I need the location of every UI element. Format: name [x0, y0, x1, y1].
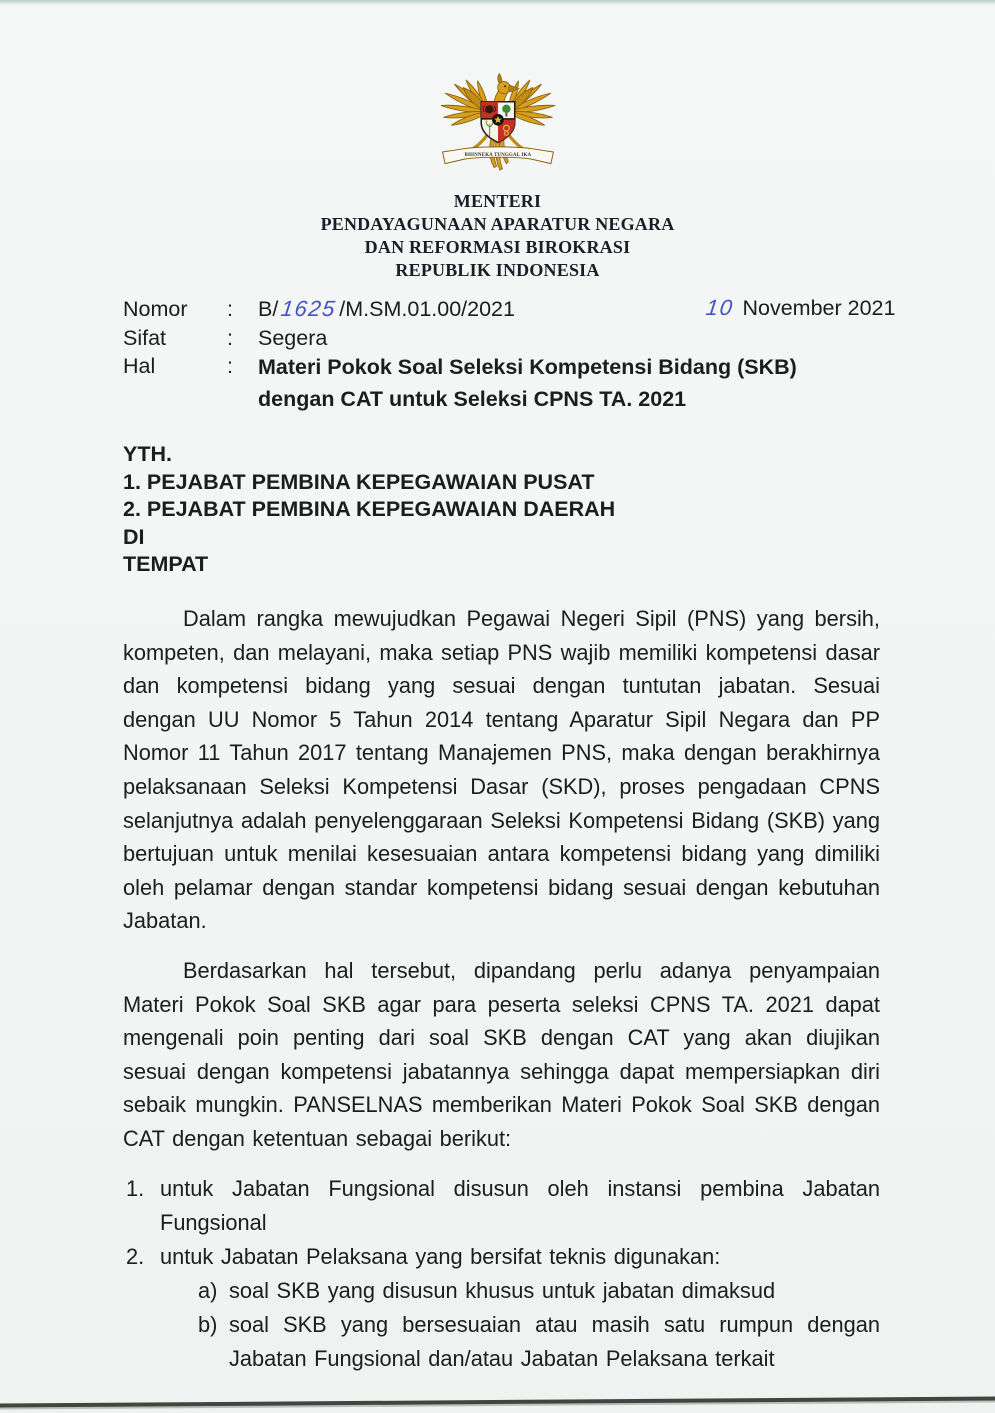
recipient-tempat: TEMPAT: [123, 552, 209, 577]
body-paragraph-1: Dalam rangka mewujudkan Pegawai Negeri Sipil (PNS) yang bersih, kompeten, dan melayani, maka setiap PNS wajib memiliki kompetensi dasar dan kompetensi bidang yang sesuai dengan tuntutan jabatan. Sesuai dengan UU Nomor 5 Tahun 2014 tentang Aparatur Sipil Negara dan PP Nomor 11 Tahun 2017 tentang Manajemen PNS, maka dengan berakhirnya pelaksanaan Seleksi Kompetensi Dasar (SKD), proses pengadaan CPNS selanjutnya adalah penyelenggaraan Seleksi Kompetensi Bidang (SKB) yang bertujuan untuk menilai kesesuaian antara kompetensi bidang yang dimiliki oleh pelamar dengan standar kompetensi bidang sesuai dengan kebutuhan Jabatan.: [123, 606, 880, 934]
letterhead-line-1: MENTERI: [453, 191, 542, 211]
letter-date: [703, 295, 895, 321]
body-paragraph-2: Berdasarkan hal tersebut, dipandang perlu adanya penyampaian Materi Pokok Soal SKB agar para peserta seleksi CPNS TA. 2021 dapat mengenali poin penting dari soal SKB dengan CAT yang akan diujikan sesuai dengan kompetensi jabatannya sehingga dapat mempersiapkan diri sebaik mungkin. PANSELNAS memberikan Materi Pokok Soal SKB dengan CAT dengan ketentuan sebagai berikut:: [123, 957, 880, 1151]
date-day-handwritten: 10: [704, 295, 736, 320]
letterhead-line-2: PENDAYAGUNAAN APARATUR NEGARA: [320, 214, 675, 234]
sifat-label: Sifat: [123, 325, 167, 350]
date-month-year: November 2021: [742, 296, 896, 320]
recipient-line-1: 1. PEJABAT PEMBINA KEPEGAWAIAN PUSAT: [123, 469, 595, 494]
hal-subject-line-1: Materi Pokok Soal Seleksi Kompetensi Bidang (SKB): [258, 355, 797, 379]
hal-subject-line-2: dengan CAT untuk Seleksi CPNS TA. 2021: [258, 386, 687, 411]
hal-row: [123, 352, 882, 415]
hal-value: [258, 352, 882, 415]
recipient-line-2: 2. PEJABAT PEMBINA KEPEGAWAIAN DAERAH: [123, 497, 616, 522]
list-item-2-marker: 2.: [126, 1243, 145, 1269]
sublist-item-a-text: soal SKB yang disusun khusus untuk jabatan dimaksud: [229, 1277, 776, 1303]
scan-bottom-edge: [0, 1396, 995, 1407]
provisions-sublist: [198, 1274, 880, 1376]
letter-meta: [123, 295, 896, 415]
letterhead-line-4: REPUBLIK INDONESIA: [395, 260, 600, 280]
sifat-row: [123, 324, 882, 353]
list-item-1-marker: 1.: [126, 1175, 145, 1201]
sublist-item-b-marker: b): [198, 1311, 218, 1337]
recipient-di: DI: [123, 524, 145, 549]
letterhead-text: [0, 190, 995, 282]
list-item-2: [123, 1240, 880, 1274]
nomor-prefix: B/: [258, 297, 279, 321]
provisions-list: [123, 1172, 880, 1376]
list-item-1-text: untuk Jabatan Fungsional disusun oleh instansi pembina Jabatan Fungsional: [160, 1175, 880, 1235]
letter-body: [123, 602, 880, 1376]
ribbon-text: BHINNEKA TUNGGAL IKA: [464, 153, 531, 159]
letterhead-line-3: DAN REFORMASI BIROKRASI: [364, 237, 631, 257]
sublist-item-b-text: soal SKB yang bersesuaian atau masih satu rumpun dengan Jabatan Fungsional dan/atau Jabatan Pelaksana terkait: [229, 1311, 880, 1371]
list-item-1: [123, 1172, 880, 1240]
hal-colon: :: [227, 354, 233, 378]
sublist-item-a-marker: a): [198, 1277, 218, 1303]
hal-label: Hal: [123, 354, 156, 378]
garuda-pancasila-emblem: [427, 54, 569, 183]
sifat-value: Segera: [258, 325, 328, 350]
nomor-label: Nomor: [123, 297, 188, 321]
nomor-suffix: /M.SM.01.00/2021: [339, 297, 515, 321]
scan-top-edge: [0, 0, 995, 5]
list-item-2-text: untuk Jabatan Pelaksana yang bersifat teknis digunakan:: [160, 1243, 721, 1269]
nomor-number-handwritten: 1625: [279, 296, 338, 321]
sifat-colon: :: [227, 325, 233, 350]
sublist-item-a: [198, 1274, 880, 1308]
nomor-colon: :: [227, 297, 233, 321]
recipient-block: [123, 441, 615, 579]
letterhead: [0, 54, 995, 282]
sublist-item-b: [198, 1308, 880, 1376]
recipient-salutation: YTH.: [123, 442, 172, 466]
